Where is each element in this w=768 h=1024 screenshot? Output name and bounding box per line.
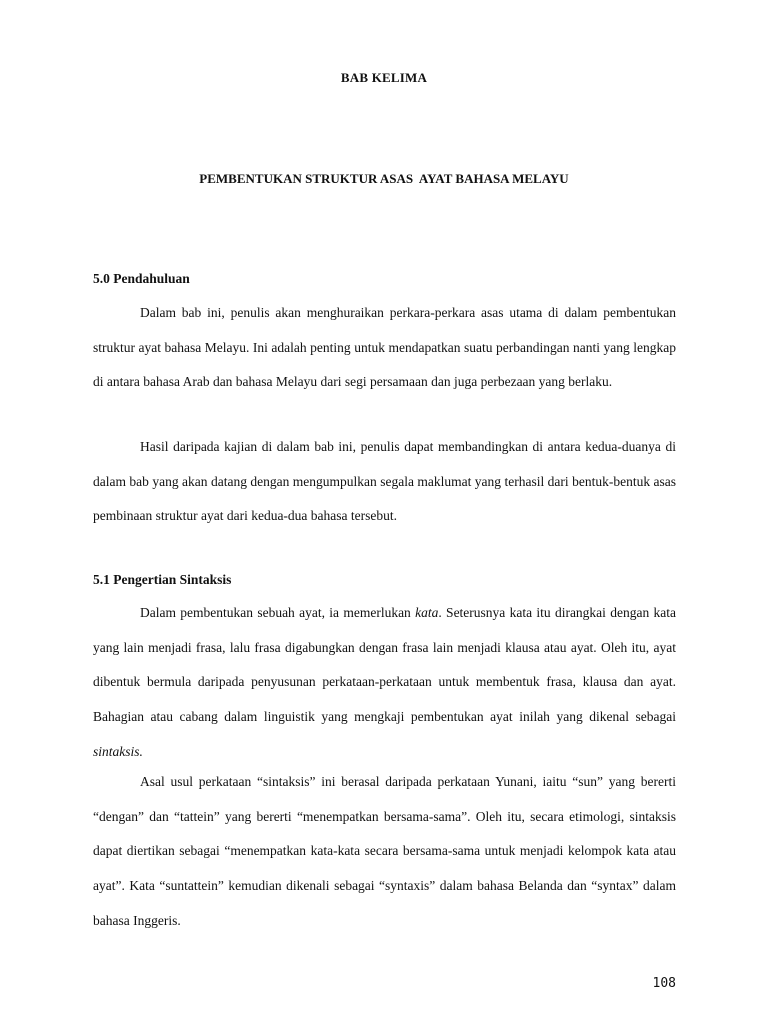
section-heading-sintaksis: 5.1 Pengertian Sintaksis <box>93 572 232 587</box>
italic-term-sintaksis: sintaksis. <box>93 743 143 759</box>
chapter-heading: BAB KELIMA <box>340 70 428 85</box>
paragraph-sintaksis-1 <box>93 596 676 770</box>
paragraph-pendahuluan-2: Hasil daripada kajian di dalam bab ini, penulis dapat membandingkan di antara kedua-duanya di dalam bab yang akan datang dengan mengumpulkan segala maklumat yang terhasil dari bentuk-bentuk asas pembinaan struktur ayat dari kedua-dua bahasa tersebut. <box>93 439 676 524</box>
paragraph-pendahuluan-1: Dalam bab ini, penulis akan menghuraikan perkara-perkara asas utama di dalam pembentukan struktur ayat bahasa Melayu. Ini adalah penting untuk mendapatkan suatu perbandingan nanti yang lengkap di antara bahasa Arab dan bahasa Melayu dari segi persamaan dan juga perbezaan yang berlaku. <box>93 305 676 390</box>
paragraph-text: . Seterusnya kata itu dirangkai dengan kata yang lain menjadi frasa, lalu frasa digabungkan dengan frasa lain menjadi klausa atau ayat. Oleh itu, ayat dibentuk bermula daripada penyusunan perkataan-perkataan untuk membentuk frasa, klausa dan ayat. Bahagian atau cabang dalam linguistik yang mengkaji pembentukan ayat inilah yang dikenal sebagai <box>93 605 677 725</box>
page-number: 108 <box>652 976 676 991</box>
italic-term-kata: kata <box>415 605 439 620</box>
section-heading-pendahuluan: 5.0 Pendahuluan <box>93 271 190 286</box>
paragraph-sintaksis-2: Asal usul perkataan “sintaksis” ini berasal daripada perkataan Yunani, iaitu “sun” yang bererti “dengan” dan “tattein” yang bererti “menempatkan bersama-sama”. Oleh itu, secara etimologi, sintaksis dapat diertikan sebagai “menempatkan kata-kata secara bersama-sama untuk menjadi kelompok kata atau ayat”. Kata “suntattein” kemudian dikenali sebagai “syntaxis” dalam bahasa Belanda dan “syntax” dalam bahasa Inggeris. <box>93 774 676 928</box>
chapter-title: PEMBENTUKAN STRUKTUR ASAS AYAT BAHASA MELAYU <box>199 171 569 186</box>
paragraph-text: Dalam pembentukan sebuah ayat, ia memerlukan <box>140 605 416 620</box>
